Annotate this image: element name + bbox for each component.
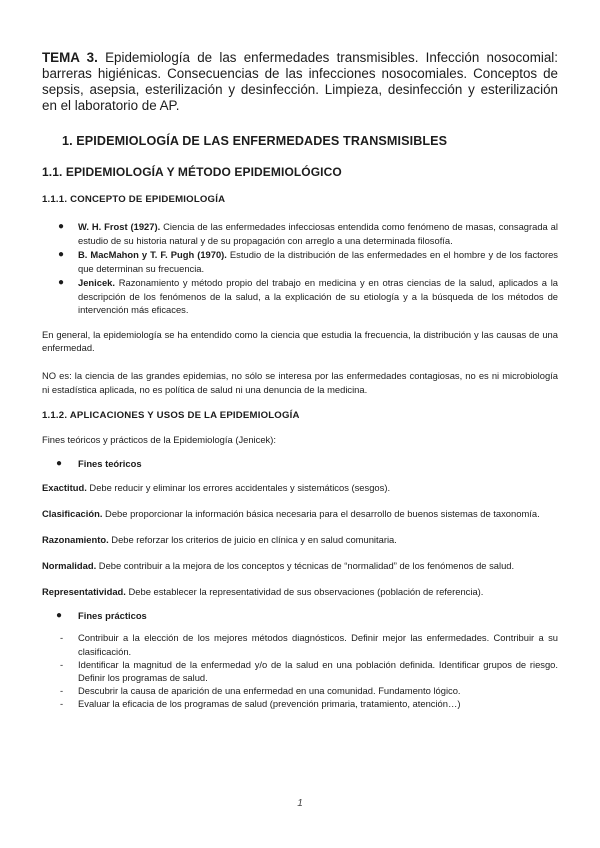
dash-icon: -	[60, 698, 64, 710]
author-name: B. MacMahon y T. F. Pugh (1970).	[78, 249, 227, 260]
bullet-icon: ●	[58, 221, 65, 232]
definition-representatividad	[42, 585, 558, 599]
dash-icon: -	[60, 658, 64, 670]
fines-teoricos-label: Fines teóricos	[78, 458, 142, 470]
fines-practicos-label: Fines prácticos	[78, 610, 147, 622]
term: Representatividad.	[42, 585, 126, 597]
section-1-1-1-title: 1.1.1. CONCEPTO DE EPIDEMIOLOGÍA	[42, 194, 226, 205]
definition-text: Estudio de la distribución de las enfermedades en el hombre y de los factores que determinan su frecuencia.	[78, 249, 558, 274]
author-name: Jenicek.	[78, 277, 116, 288]
term-text: Debe proporcionar la información básica necesaria para el desarrollo de buenos sistemas de taxonomía.	[102, 508, 540, 520]
term: Exactitud.	[42, 482, 87, 494]
section-1-1-2-title: 1.1.2. APLICACIONES Y USOS DE LA EPIDEMIOLOGÍA	[42, 409, 300, 421]
dash-icon: -	[60, 632, 64, 644]
definition-list	[42, 220, 558, 317]
topic-label: TEMA 3.	[42, 50, 98, 65]
list-item-text: Identificar la magnitud de la enfermedad y/o de la salud en una población definida. Identificar grupos de riesgo. Definir los programas de salud.	[78, 658, 558, 684]
definition-normalidad	[42, 559, 558, 573]
term-text: Debe establecer la representatividad de sus observaciones (población de referencia).	[125, 585, 484, 597]
bullet-icon: ●	[58, 277, 65, 288]
definition-text: Ciencia de las enfermedades infecciosas entendida como fenómeno de masas, consagrada al estudio de su historia natural y de su propagación con arreglo a una determinada filosofía.	[78, 221, 558, 246]
definition-clasificacion	[42, 507, 558, 521]
dash-icon: -	[60, 685, 64, 697]
bullet-icon: ●	[56, 610, 63, 622]
bullet-icon: ●	[58, 249, 65, 260]
list-item	[42, 631, 558, 657]
list-item-text: Evaluar la eficacia de los programas de salud (prevención primaria, tratamiento, atención…)	[78, 698, 461, 710]
fines-teoricos-heading	[42, 458, 558, 469]
term: Normalidad.	[42, 559, 97, 571]
list-item-text: Descubrir la causa de aparición de una enfermedad en una comunidad. Fundamento lógico.	[78, 685, 461, 697]
list-item-text: Contribuir a la elección de los mejores métodos diagnósticos. Definir mejor las enfermedades. Contribuir a su clasificación.	[78, 632, 558, 657]
term-text: Debe reforzar los criterios de juicio en clínica y en salud comunitaria.	[108, 534, 397, 546]
page-number: 1	[297, 798, 303, 809]
list-item	[42, 697, 558, 710]
list-item	[42, 684, 558, 697]
list-item	[42, 248, 558, 275]
paragraph-general: En general, la epidemiología se ha entendido como la ciencia que estudia la frecuencia, la distribución y las causas de una enfermedad.	[42, 328, 558, 354]
section-1-1-title: 1.1. EPIDEMIOLOGÍA Y MÉTODO EPIDEMIOLÓGICO	[42, 165, 342, 179]
list-item	[42, 276, 558, 317]
topic-heading	[42, 50, 558, 114]
definition-text: Razonamiento y método propio del trabajo en medicina y en otras ciencias de la salud, aplicados a la descripción de los fenómenos de la salud, a la explicación de su etiología y a la búsqueda de los métodos de intervención más eficaces.	[78, 277, 558, 315]
term-text: Debe contribuir a la mejora de los conceptos y técnicas de “normalidad” de los fenómenos de salud.	[96, 559, 515, 571]
topic-text: Epidemiología de las enfermedades transmisibles. Infección nosocomial: barreras higiénicas. Consecuencias de las infecciones nosocomiales. Conceptos de sepsis, asepsia, esterilización y desinfección. Limpieza, desinfección y esterilización en el laboratorio de AP.	[42, 50, 558, 113]
list-item	[42, 220, 558, 247]
term: Razonamiento.	[42, 534, 109, 546]
definition-exactitud	[42, 481, 558, 495]
section-1-title: 1. EPIDEMIOLOGÍA DE LAS ENFERMEDADES TRANSMISIBLES	[62, 134, 448, 148]
list-item	[42, 658, 558, 684]
term-text: Debe reducir y eliminar los errores accidentales y sistemáticos (sesgos).	[86, 482, 391, 494]
paragraph-intro: Fines teóricos y prácticos de la Epidemiología (Jenicek):	[42, 433, 276, 445]
author-name: W. H. Frost (1927).	[78, 221, 161, 232]
document-page	[42, 50, 558, 711]
paragraph-not: NO es: la ciencia de las grandes epidemias, no sólo se interesa por las enfermedades contagiosas, no es ni microbiología ni estadística aplicada, no es política de salud ni una denuncia de la medicina.	[42, 370, 558, 395]
fines-practicos-heading	[42, 610, 558, 621]
practical-list	[42, 631, 558, 710]
definition-razonamiento	[42, 533, 558, 547]
bullet-icon: ●	[56, 458, 63, 470]
term: Clasificación.	[42, 508, 103, 520]
